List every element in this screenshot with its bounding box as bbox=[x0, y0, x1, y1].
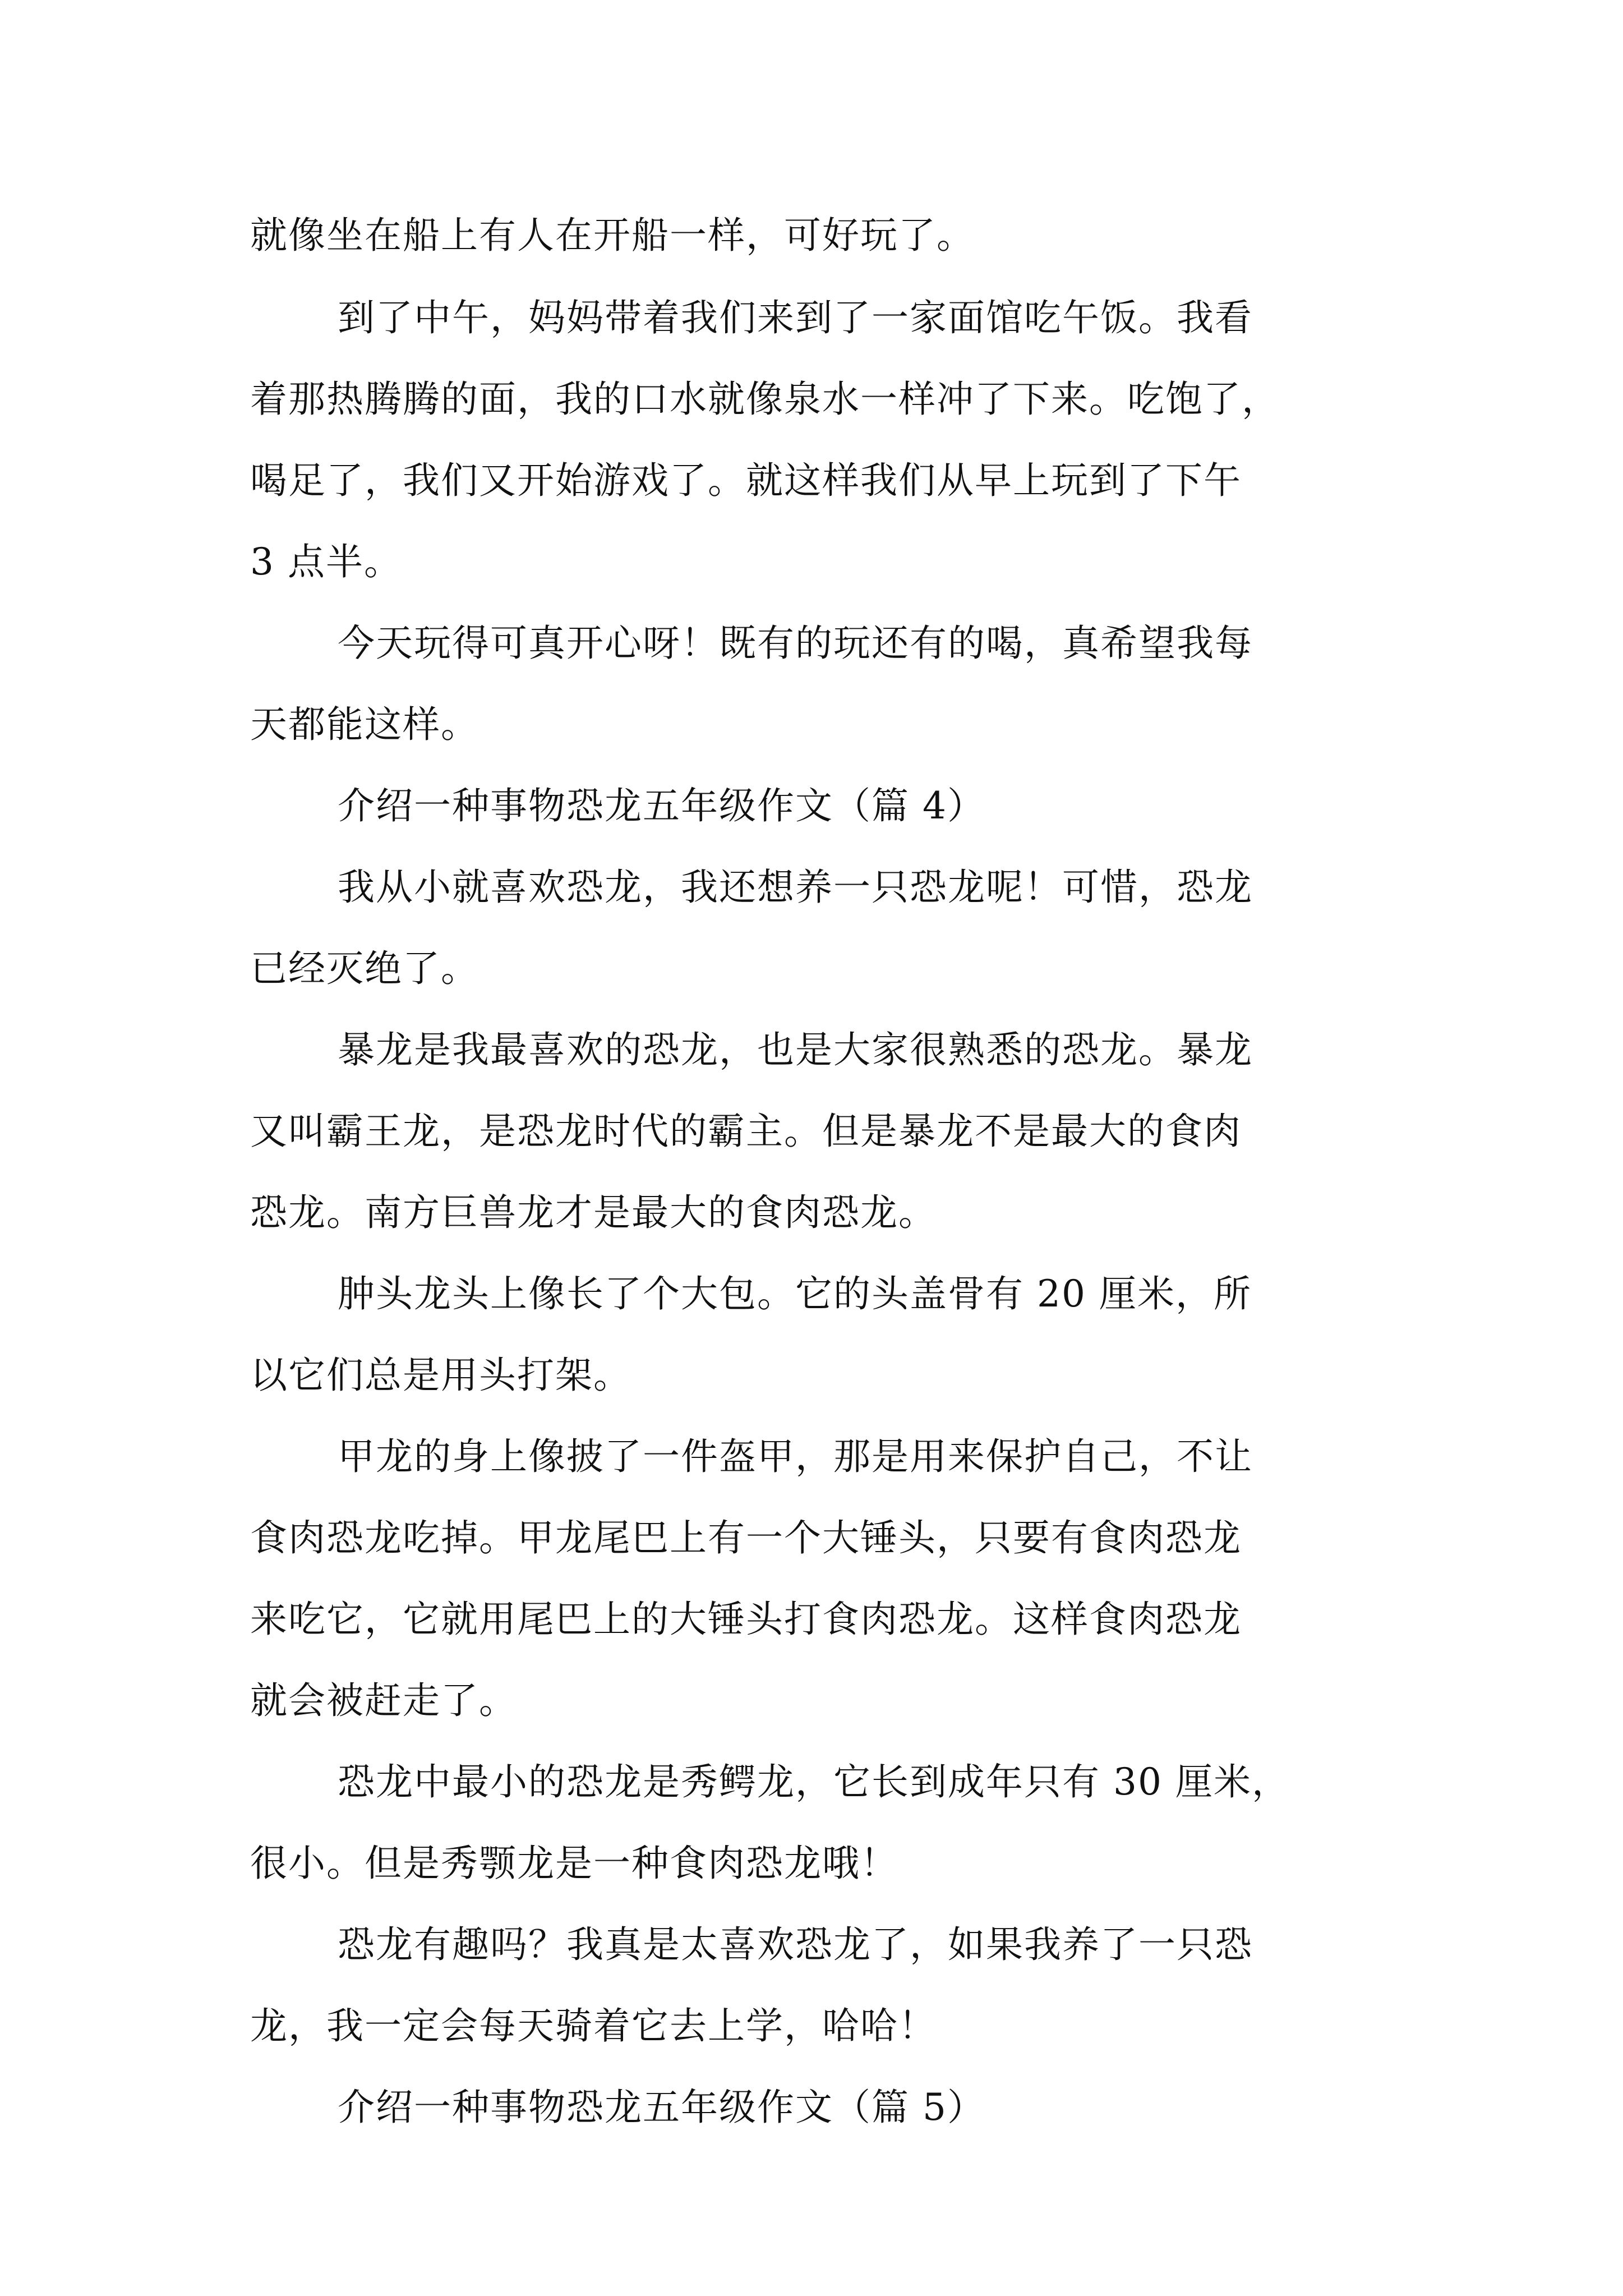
text-line: 龙，我一定会每天骑着它去上学，哈哈！ bbox=[250, 2004, 937, 2047]
text-line: 就像坐在船上有人在开船一样，可好玩了。 bbox=[250, 214, 975, 257]
text-line: 食肉恐龙吃掉。甲龙尾巴上有一个大锤头，只要有食肉恐龙 bbox=[250, 1516, 1242, 1559]
text-line: 来吃它，它就用尾巴上的大锤头打食肉恐龙。这样食肉恐龙 bbox=[250, 1598, 1242, 1641]
text-line: 就会被赶走了。 bbox=[250, 1679, 517, 1722]
text-line: 喝足了，我们又开始游戏了。就这样我们从早上玩到了下午 bbox=[250, 459, 1242, 502]
text-line: 恐龙有趣吗？我真是太喜欢恐龙了，如果我养了一只恐 bbox=[338, 1923, 1253, 1966]
text-line: 又叫霸王龙，是恐龙时代的霸主。但是暴龙不是最大的食肉 bbox=[250, 1110, 1242, 1153]
text-line: 天都能这样。 bbox=[250, 703, 479, 746]
text-line: 暴龙是我最喜欢的恐龙，也是大家很熟悉的恐龙。暴龙 bbox=[338, 1028, 1253, 1071]
text-line: 肿头龙头上像长了个大包。它的头盖骨有 20 厘米，所 bbox=[338, 1272, 1252, 1315]
section-heading: 介绍一种事物恐龙五年级作文（篇 5） bbox=[338, 2086, 985, 2129]
text-line: 已经灭绝了。 bbox=[250, 947, 479, 990]
text-line: 以它们总是用头打架。 bbox=[250, 1354, 631, 1397]
text-line: 今天玩得可真开心呀！既有的玩还有的喝，真希望我每 bbox=[338, 622, 1253, 665]
text-line: 很小。但是秀颚龙是一种食肉恐龙哦！ bbox=[250, 1842, 898, 1885]
text-line: 着那热腾腾的面，我的口水就像泉水一样冲了下来。吃饱了， bbox=[250, 378, 1280, 421]
text-line: 到了中午，妈妈带着我们来到了一家面馆吃午饭。我看 bbox=[338, 296, 1253, 339]
text-line: 恐龙中最小的恐龙是秀鳄龙，它长到成年只有 30 厘米， bbox=[338, 1760, 1290, 1803]
text-line: 恐龙。南方巨兽龙才是最大的食肉恐龙。 bbox=[250, 1191, 937, 1234]
text-line: 3 点半。 bbox=[250, 540, 402, 583]
text-line: 我从小就喜欢恐龙，我还想养一只恐龙呢！可惜，恐龙 bbox=[338, 866, 1253, 909]
section-heading: 介绍一种事物恐龙五年级作文（篇 4） bbox=[338, 784, 985, 827]
text-line: 甲龙的身上像披了一件盔甲，那是用来保护自己，不让 bbox=[338, 1435, 1253, 1478]
